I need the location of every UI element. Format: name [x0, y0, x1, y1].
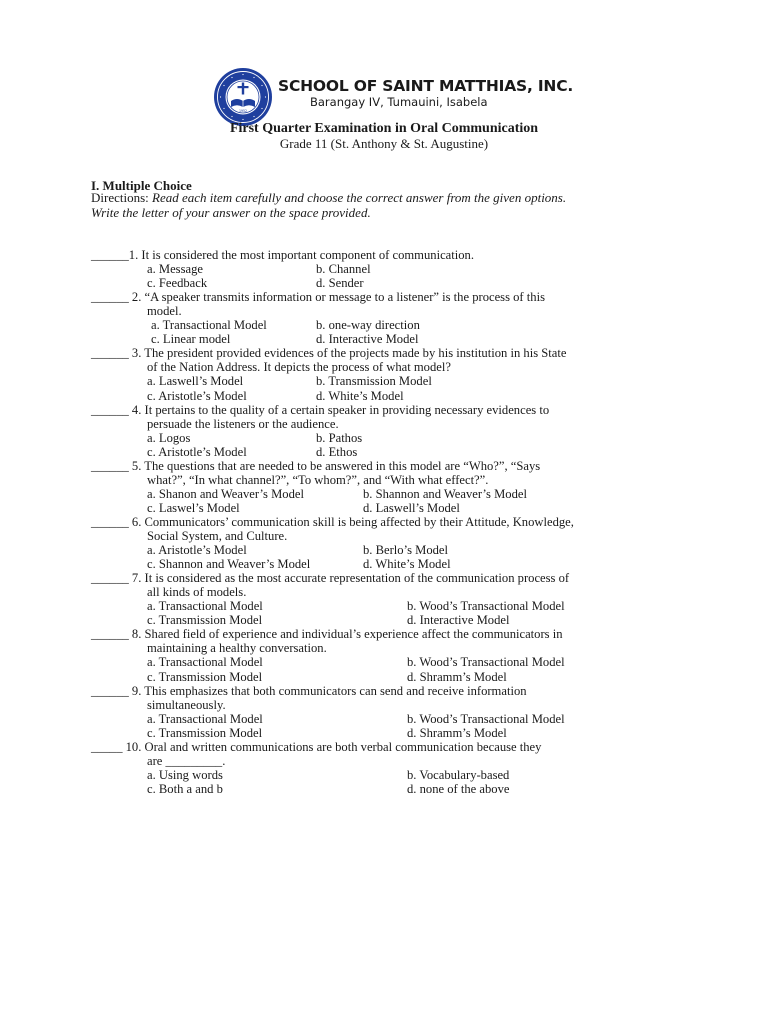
- answer-option: b. Channel: [316, 262, 371, 277]
- answer-option: a. Transactional Model: [147, 599, 263, 614]
- school-seal-logo: [213, 67, 273, 127]
- answer-option: d. none of the above: [407, 781, 510, 796]
- question-stem: ______ 6. Communicators’ communication skill is being affected by their Attitude, Knowledge,: [91, 514, 574, 529]
- question-stem: ______ 7. It is considered as the most accurate representation of the communication process of: [91, 571, 570, 586]
- answer-option: c. Feedback: [147, 276, 208, 291]
- answer-option: a. Transactional Model: [147, 711, 263, 726]
- answer-option: d. Shramm’s Model: [407, 669, 507, 684]
- answer-option: c. Aristotle’s Model: [147, 388, 247, 403]
- answer-option: c. Shannon and Weaver’s Model: [147, 557, 311, 572]
- question-stem: ______1. It is considered the most important component of communication.: [91, 248, 474, 262]
- answer-option: b. Berlo’s Model: [363, 543, 449, 558]
- answer-option: d. Shramm’s Model: [407, 725, 507, 740]
- question-stem-continued: model.: [147, 304, 182, 319]
- directions-line-1: [91, 191, 566, 206]
- answer-option: a. Using words: [147, 767, 223, 782]
- directions-label: Directions:: [91, 190, 153, 205]
- logo-year: 1952: [238, 109, 248, 113]
- answer-option: a. Transactional Model: [147, 655, 263, 670]
- question-stem-continued: what?”, “In what channel?”, “To whom?”, and “With what effect?”.: [147, 472, 489, 487]
- answer-option: a. Laswell’s Model: [147, 374, 244, 389]
- answer-option: c. Linear model: [151, 332, 231, 347]
- answer-option: d. Interactive Model: [316, 332, 419, 347]
- question-stem: ______ 9. This emphasizes that both communicators can send and receive information: [91, 683, 527, 698]
- answer-option: c. Both a and b: [147, 781, 223, 796]
- answer-option: a. Transactional Model: [151, 318, 267, 333]
- answer-option: a. Logos: [147, 430, 191, 445]
- answer-option: d. Sender: [316, 276, 364, 291]
- question-stem-continued: persuade the listeners or the audience.: [147, 416, 339, 431]
- answer-option: b. Shannon and Weaver’s Model: [363, 486, 527, 501]
- answer-option: b. Transmission Model: [316, 374, 432, 389]
- question-stem-continued: maintaining a healthy conversation.: [147, 641, 327, 656]
- question-stem: _____ 10. Oral and written communications are both verbal communication because they: [91, 739, 542, 754]
- directions-text-1: Read each item carefully and choose the correct answer from the given options.: [152, 190, 567, 205]
- section-heading: I. Multiple Choice: [91, 178, 192, 193]
- school-name: SCHOOL OF SAINT MATTHIAS, INC.: [278, 77, 574, 95]
- answer-option: c. Laswel’s Model: [147, 500, 240, 515]
- answer-option: d. White’s Model: [316, 388, 404, 403]
- question-stem: ______ 2. “A speaker transmits information or message to a listener” is the process of this: [91, 290, 545, 305]
- directions-text-2: Write the letter of your answer on the space provided.: [91, 204, 371, 220]
- question-stem: ______ 5. The questions that are needed to be answered in this model are “Who?”, “Says: [91, 458, 541, 473]
- school-address: Barangay IV, Tumauini, Isabela: [310, 95, 488, 109]
- question-stem-continued: of the Nation Address. It depicts the process of what model?: [147, 360, 451, 375]
- answer-option: d. Interactive Model: [407, 613, 510, 628]
- answer-option: d. Ethos: [316, 444, 358, 459]
- answer-option: a. Aristotle’s Model: [147, 543, 247, 558]
- answer-option: b. one-way direction: [316, 318, 420, 333]
- question-stem-continued: Social System, and Culture.: [147, 529, 288, 543]
- answer-option: b. Wood’s Transactional Model: [407, 655, 565, 670]
- answer-option: c. Transmission Model: [147, 613, 263, 628]
- question-stem-continued: are _________.: [147, 753, 226, 768]
- question-stem-continued: all kinds of models.: [147, 585, 247, 600]
- answer-option: d. Laswell’s Model: [363, 500, 460, 515]
- answer-option: b. Vocabulary-based: [407, 767, 510, 782]
- answer-option: b. Wood’s Transactional Model: [407, 711, 565, 726]
- answer-option: c. Aristotle’s Model: [147, 444, 247, 459]
- answer-option: b. Wood’s Transactional Model: [407, 599, 565, 614]
- exam-title: First Quarter Examination in Oral Communication: [229, 121, 539, 136]
- answer-option: b. Pathos: [316, 430, 363, 445]
- answer-option: c. Transmission Model: [147, 725, 263, 740]
- question-stem: ______ 3. The president provided evidences of the projects made by his institution in his State: [91, 346, 567, 361]
- answer-option: c. Transmission Model: [147, 669, 263, 684]
- answer-option: a. Message: [147, 262, 203, 277]
- answer-option: d. White’s Model: [363, 557, 451, 572]
- question-stem: ______ 8. Shared field of experience and individual’s experience affect the communicators in: [91, 627, 563, 642]
- directions: [91, 191, 566, 220]
- question-stem-continued: simultaneously.: [147, 697, 226, 712]
- grade-line: Grade 11 (St. Anthony & St. Augustine): [279, 136, 489, 151]
- question-stem: ______ 4. It pertains to the quality of a certain speaker in providing necessary evidences to: [91, 402, 550, 417]
- answer-option: a. Shanon and Weaver’s Model: [147, 486, 304, 501]
